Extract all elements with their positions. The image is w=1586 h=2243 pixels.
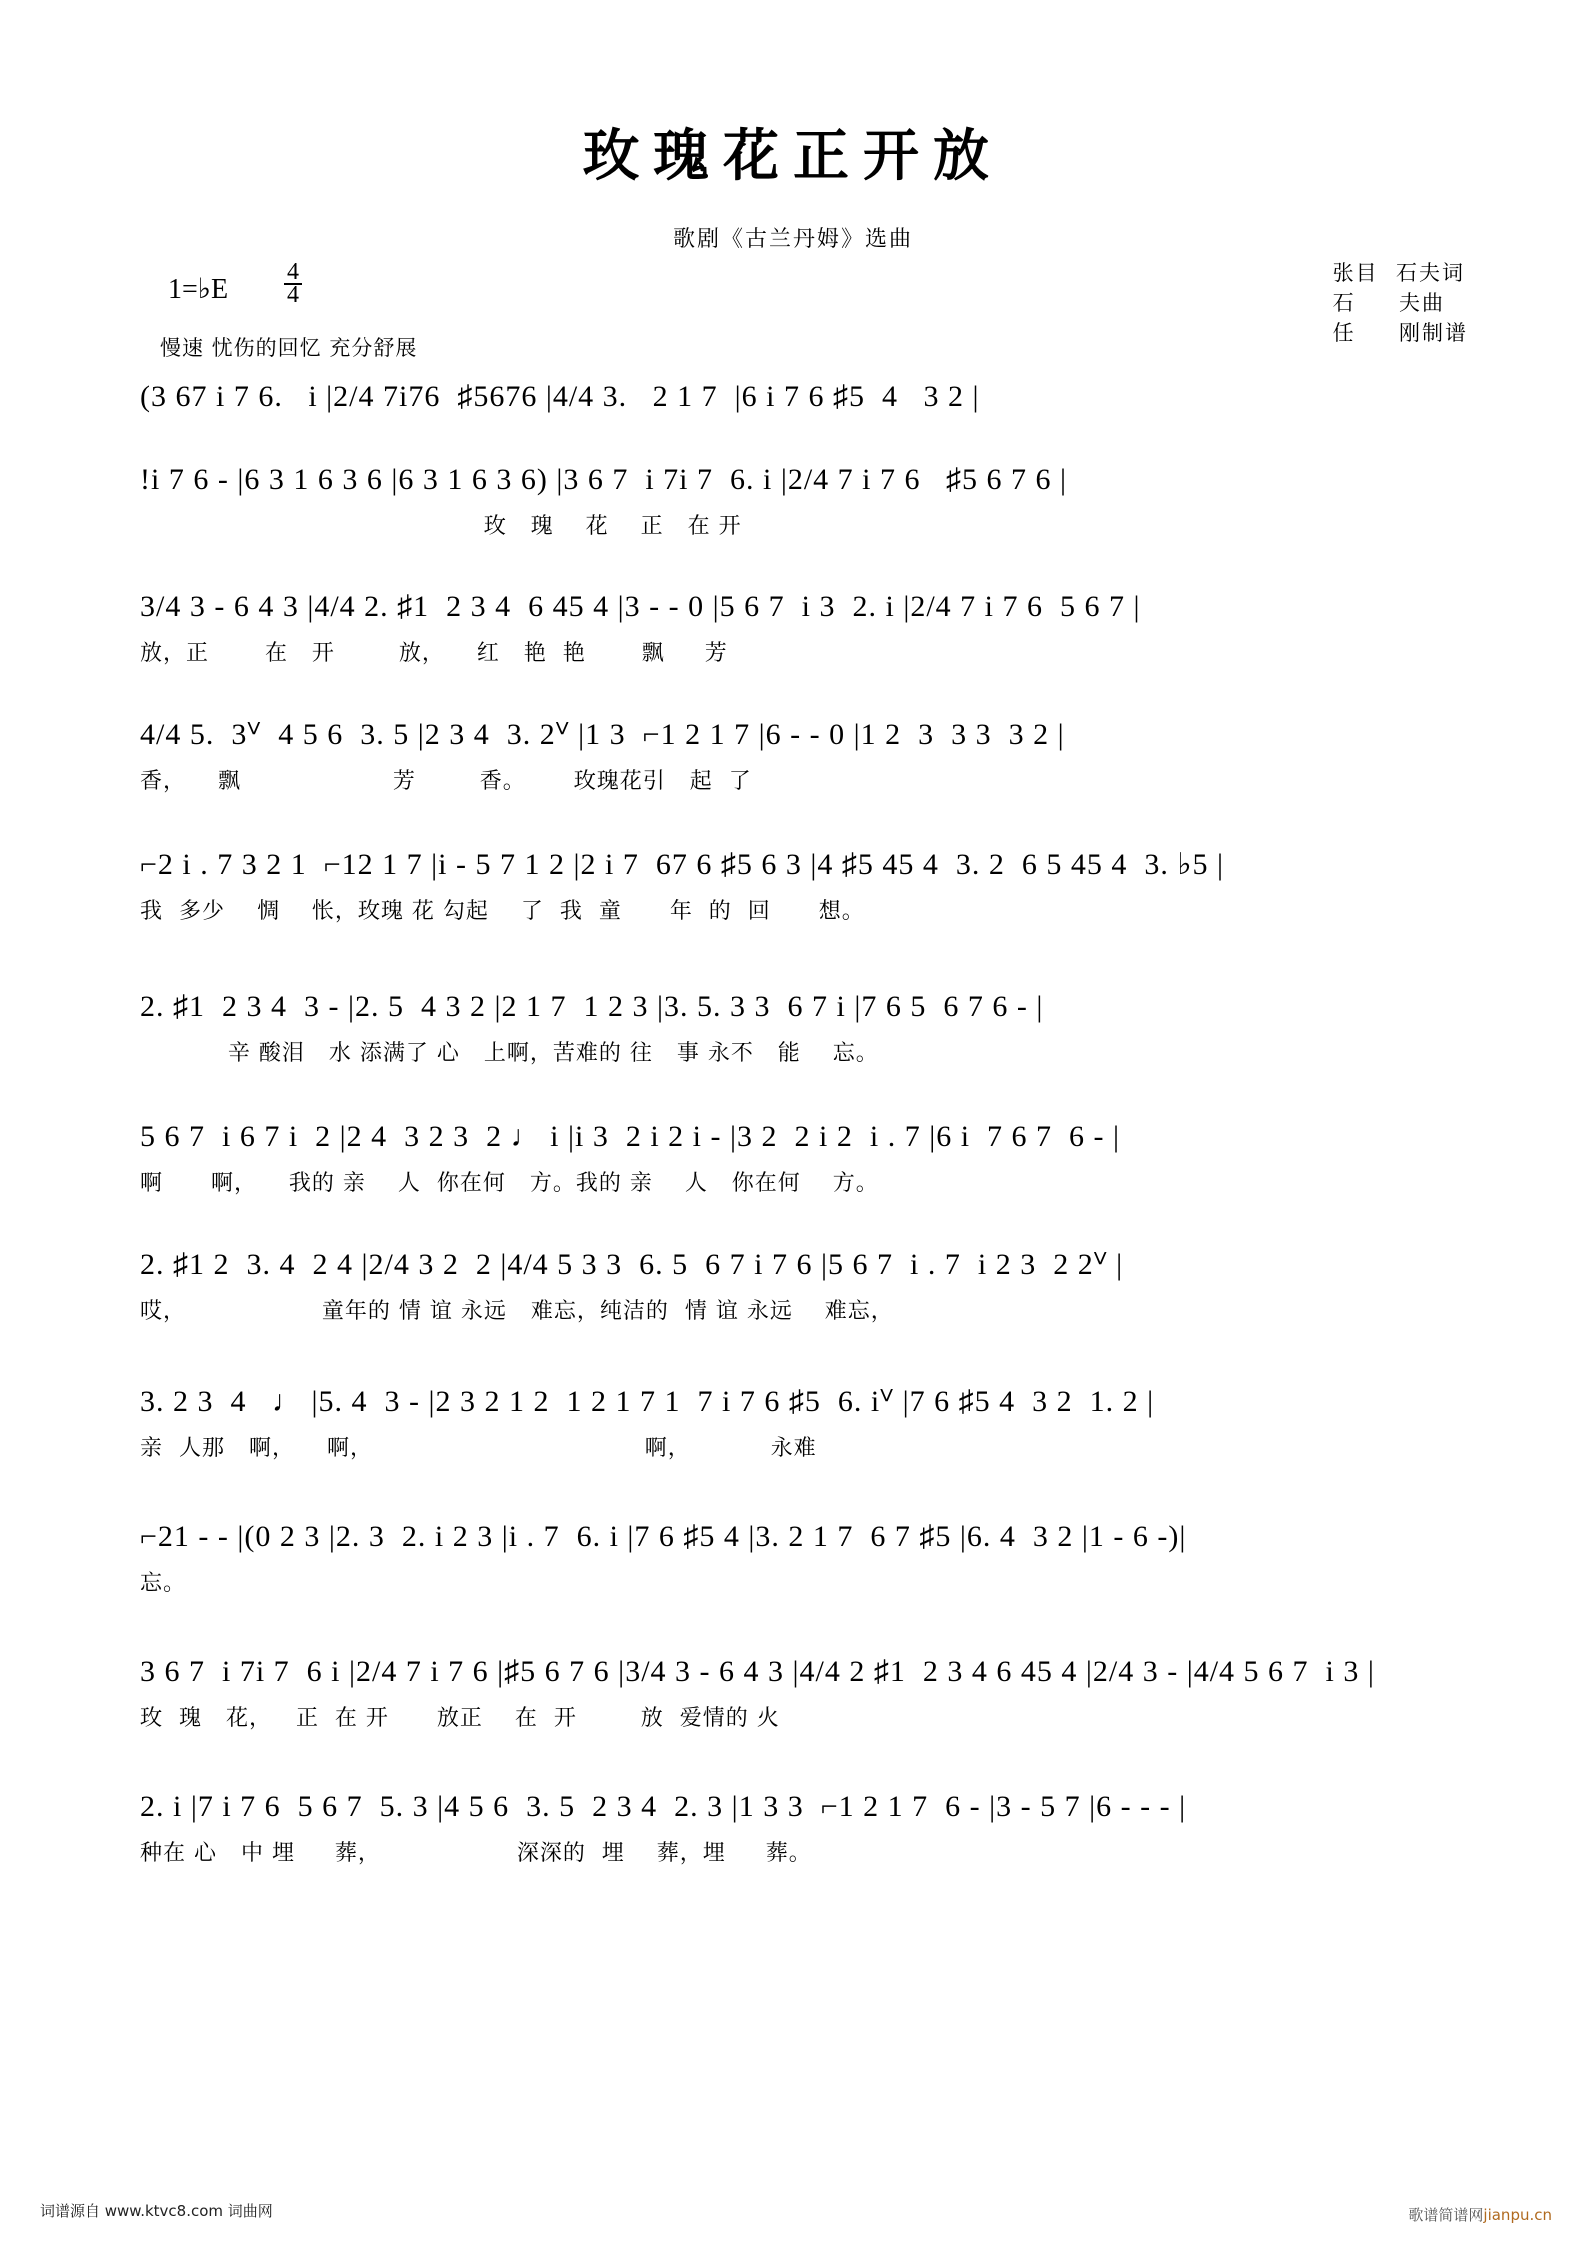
- notation-line: 3. 2 3 4 ♩ |5. 4 3 - |2 3 2 1 2 1 2 1 7 1 7 i 7 6 ♯5 6. iⱽ |7 6 ♯5 4 3 2 1. 2 |: [140, 1385, 1155, 1418]
- credit-line-arranger: 任 刚制谱: [1332, 321, 1468, 345]
- lyrics-line: 辛 酸泪 水 添满了 心 上啊，苦难的 往 事 永不 能 忘。: [140, 1041, 879, 1066]
- credits: [1333, 258, 1468, 348]
- notation-line: 2. ♯1 2 3 4 3 - |2. 5 4 3 2 |2 1 7 1 2 3 |3. 5. 3 3 6 7 i |7 6 5 6 7 6 - |: [140, 990, 1044, 1023]
- key-signature-text: 1=♭E: [168, 274, 229, 305]
- page-title: 玫瑰花正开放: [583, 123, 1003, 189]
- footer-site: [1408, 2204, 1552, 2225]
- lyrics-line: 忘。: [140, 1571, 187, 1596]
- time-signature: [284, 259, 302, 308]
- lyrics-line: 玫 瑰 花， 正 在 开 放正 在 开 放 爱情的 火: [140, 1706, 780, 1731]
- key-signature: [168, 272, 228, 306]
- lyrics-line: 哎， 童年的 情 谊 永远 难忘，纯洁的 情 谊 永远 难忘，: [140, 1299, 894, 1324]
- lyrics-line: 香， 飘 芳 香。 玫瑰花引 起 了: [140, 769, 752, 794]
- credit-line-lyricist: 张目 石夫词: [1332, 261, 1465, 285]
- notation-line: 2. ♯1 2 3. 4 2 4 |2/4 3 2 2 |4/4 5 3 3 6. 5 6 7 i 7 6 |5 6 7 i . 7 i 2 3 2 2ⱽ |: [140, 1248, 1124, 1281]
- lyrics-line: 种在 心 中 埋 葬， 深深的 埋 葬，埋 葬。: [140, 1841, 812, 1866]
- credit-line-composer: 石 夫曲: [1332, 291, 1445, 315]
- footer-site-label: 歌谱简谱网: [1408, 2206, 1484, 2224]
- lyrics-line: 我 多少 惆 怅，玫瑰 花 勾起 了 我 童 年 的 回 想。: [140, 899, 865, 924]
- notation-line: (3 67 i 7 6. i |2/4 7i76 ♯5676 |4/4 3. 2 1 7 |6 i 7 6 ♯5 4 3 2 |: [140, 380, 980, 413]
- notation-line: 4/4 5. 3ⱽ 4 5 6 3. 5 |2 3 4 3. 2ⱽ |1 3 ⌐1 2 1 7 |6 - - 0 |1 2 3 3 3 3 2 |: [140, 718, 1065, 751]
- subtitle: 歌剧《古兰丹姆》选曲: [672, 227, 913, 252]
- lyrics-line: 啊 啊， 我的 亲 人 你在何 方。我的 亲 人 你在何 方。: [140, 1171, 879, 1196]
- notation-line: 3 6 7 i 7i 7 6 i |2/4 7 i 7 6 |♯5 6 7 6 |3/4 3 - 6 4 3 |4/4 2 ♯1 2 3 4 6 45 4 |2/4 3 - |4/4 5 6 7 i 3 |: [140, 1655, 1375, 1688]
- lyrics-line: 放，正 在 开 放， 红 艳 艳 飘 芳: [140, 641, 728, 666]
- footer-source: 词谱源自 www.ktvc8.com 词曲网: [40, 2202, 273, 2220]
- time-signature-numerator: 4: [284, 262, 302, 285]
- notation-line: 5 6 7 i 6 7 i 2 |2 4 3 2 3 2 ♩ i |i 3 2 i 2 i - |3 2 2 i 2 i . 7 |6 i 7 6 7 6 - |: [140, 1120, 1121, 1153]
- tempo-marking: 慢速 忧伤的回忆 充分舒展: [160, 336, 418, 360]
- time-signature-denominator: 4: [287, 282, 299, 308]
- notation-line: 3/4 3 - 6 4 3 |4/4 2. ♯1 2 3 4 6 45 4 |3 - - 0 |5 6 7 i 3 2. i |2/4 7 i 7 6 5 6 7 |: [140, 590, 1141, 623]
- lyrics-line: 玫 瑰 花 正 在 开: [140, 514, 742, 539]
- notation-line: 2. i |7 i 7 6 5 6 7 5. 3 |4 5 6 3. 5 2 3 4 2. 3 |1 3 3 ⌐1 2 1 7 6 - |3 - 5 7 |6 - - - |: [140, 1790, 1187, 1823]
- notation-line: !i 7 6 - |6 3 1 6 3 6 |6 3 1 6 3 6) |3 6 7 i 7i 7 6. i |2/4 7 i 7 6 ♯5 6 7 6 |: [140, 463, 1068, 496]
- notation-line: ⌐2 i . 7 3 2 1 ⌐12 1 7 |i - 5 7 1 2 |2 i 7 67 6 ♯5 6 3 |4 ♯5 45 4 3. 2 6 5 45 4 3. ♭5 |: [140, 848, 1225, 881]
- footer-site-url: jianpu.cn: [1483, 2206, 1552, 2224]
- notation-line: ⌐21 - - |(0 2 3 |2. 3 2. i 2 3 |i . 7 6. i |7 6 ♯5 4 |3. 2 1 7 6 7 ♯5 |6. 4 3 2 |1 - 6 -)|: [140, 1520, 1187, 1553]
- lyrics-line: 亲 人那 啊， 啊， 啊， 永难: [140, 1436, 817, 1461]
